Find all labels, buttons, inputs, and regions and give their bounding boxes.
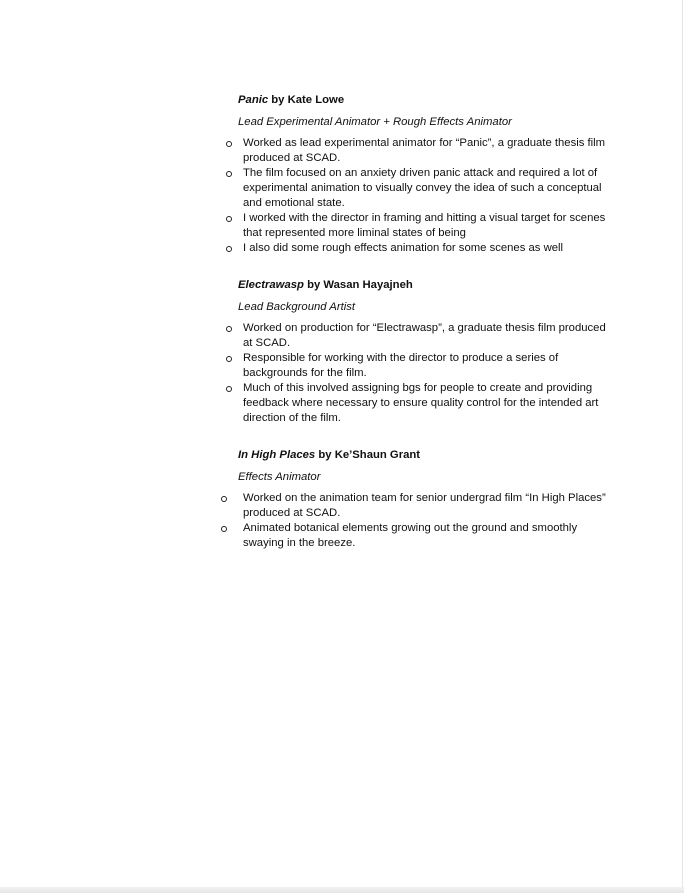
bullet-text: The film focused on an anxiety driven panic attack and required a lot of experimental animation to visually convey the idea of such a conceptual and emotional state. bbox=[243, 167, 602, 209]
bullet-item bbox=[238, 211, 618, 241]
director-credit: by Kate Lowe bbox=[268, 94, 345, 106]
project-title bbox=[238, 277, 618, 293]
bullet-item bbox=[238, 351, 618, 381]
bullet-text: Responsible for working with the director to produce a series of backgrounds for the film. bbox=[243, 352, 559, 379]
hollow-circle-bullet-icon bbox=[226, 171, 232, 177]
director-credit: by Ke’Shaun Grant bbox=[315, 449, 421, 461]
hollow-circle-bullet-icon bbox=[226, 246, 232, 252]
bullet-item bbox=[238, 321, 618, 351]
hollow-circle-bullet-icon bbox=[221, 526, 227, 532]
project-role: Effects Animator bbox=[238, 471, 321, 483]
bullet-item bbox=[238, 136, 618, 166]
bullet-text: Much of this involved assigning bgs for people to create and providing feedback where necessary to ensure quality control for the intended art direction of the film. bbox=[243, 382, 599, 424]
bullet-item bbox=[238, 166, 618, 211]
hollow-circle-bullet-icon bbox=[226, 141, 232, 147]
hollow-circle-bullet-icon bbox=[226, 386, 232, 392]
bullet-text: I worked with the director in framing and hitting a visual target for scenes that represented more liminal states of being bbox=[243, 212, 606, 239]
bullet-item bbox=[238, 381, 618, 426]
bullet-item bbox=[238, 521, 618, 551]
project-role: Lead Experimental Animator + Rough Effects Animator bbox=[238, 116, 512, 128]
bullet-list bbox=[238, 491, 618, 551]
hollow-circle-bullet-icon bbox=[226, 356, 232, 362]
film-name: In High Places bbox=[238, 449, 316, 461]
film-name: Electrawasp bbox=[238, 279, 304, 291]
bullet-item bbox=[238, 491, 618, 521]
director-credit: by Wasan Hayajneh bbox=[303, 279, 413, 291]
project-entry-panic bbox=[238, 92, 618, 256]
bullet-text: Worked on the animation team for senior undergrad film “In High Places” produced at SCAD. bbox=[243, 492, 606, 519]
bullet-list bbox=[238, 321, 618, 426]
bullet-text: I also did some rough effects animation for some scenes as well bbox=[243, 242, 564, 254]
project-title bbox=[238, 92, 618, 108]
bullet-text: Worked on production for “Electrawasp”, a graduate thesis film produced at SCAD. bbox=[243, 322, 606, 349]
project-title bbox=[238, 447, 618, 463]
project-entry-electrawasp bbox=[238, 277, 618, 426]
project-entry-in-high-places bbox=[238, 447, 618, 551]
bullet-list bbox=[238, 136, 618, 256]
page-bottom-edge bbox=[0, 887, 684, 893]
bullet-text: Animated botanical elements growing out the ground and smoothly swaying in the breeze. bbox=[243, 522, 578, 549]
hollow-circle-bullet-icon bbox=[221, 496, 227, 502]
hollow-circle-bullet-icon bbox=[226, 216, 232, 222]
film-name: Panic bbox=[238, 94, 269, 106]
bullet-text: Worked as lead experimental animator for “Panic”, a graduate thesis film produced at SCAD. bbox=[243, 137, 606, 164]
bullet-item bbox=[238, 241, 618, 256]
project-role: Lead Background Artist bbox=[238, 301, 356, 313]
hollow-circle-bullet-icon bbox=[226, 326, 232, 332]
document-content bbox=[238, 92, 618, 572]
